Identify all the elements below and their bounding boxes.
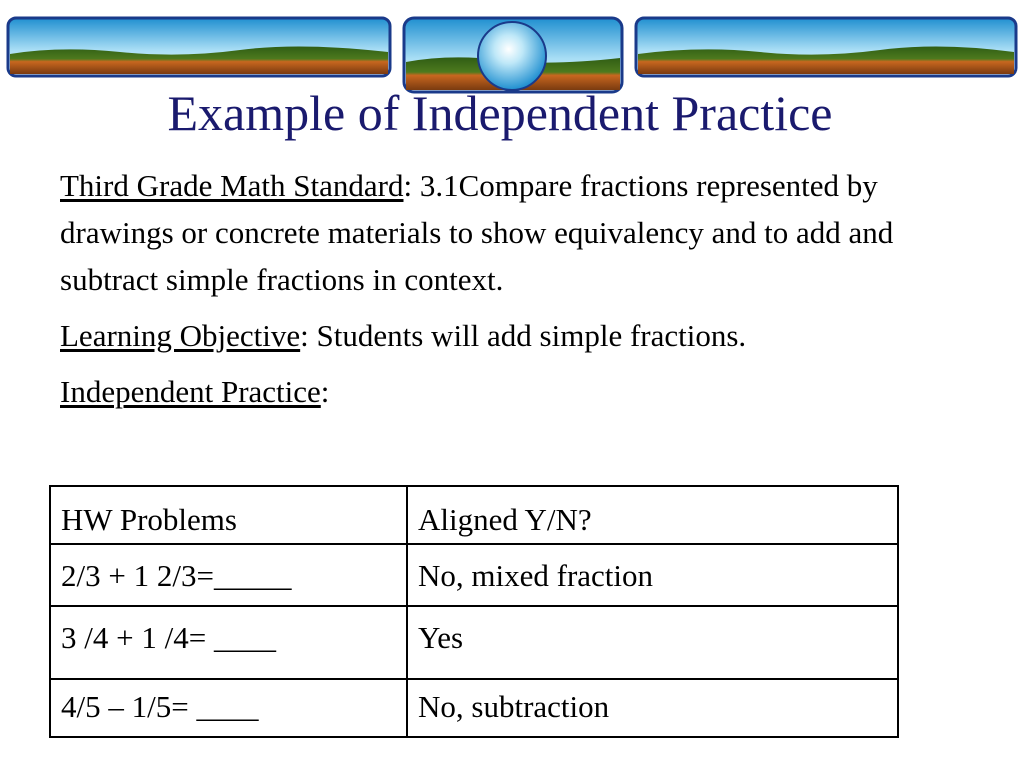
standard-paragraph — [60, 162, 960, 303]
header-cell-aligned: Aligned Y/N? — [407, 486, 898, 544]
aligned-cell: Yes — [407, 606, 898, 679]
table-row — [50, 679, 898, 737]
aligned-cell: No, mixed fraction — [407, 544, 898, 606]
header-banner-graphic — [0, 16, 1024, 96]
objective-paragraph — [60, 312, 960, 359]
header-cell-hw-problems: HW Problems — [50, 486, 407, 544]
slide-title: Example of Independent Practice — [167, 85, 833, 141]
table-header-row — [50, 486, 898, 544]
objective-text: : Students will add simple fractions. — [300, 318, 747, 353]
hw-problems-table — [49, 485, 899, 738]
problem-cell: 4/5 – 1/5= ____ — [50, 679, 407, 737]
problem-cell: 3 /4 + 1 /4= ____ — [50, 606, 407, 679]
standard-text: : 3.1Compare fractions represented by drawings or concrete materials to show equivalency and to add and subtract simple fractions in context. — [60, 168, 894, 297]
practice-paragraph — [60, 368, 960, 415]
table-row — [50, 606, 898, 679]
standard-label: Third Grade Math Standard — [60, 168, 404, 203]
aligned-cell: No, subtraction — [407, 679, 898, 737]
slide-body — [60, 162, 960, 415]
objective-label: Learning Objective — [60, 318, 301, 353]
practice-colon: : — [320, 374, 330, 409]
practice-label: Independent Practice — [60, 374, 321, 409]
problem-cell: 2/3 + 1 2/3=_____ — [50, 544, 407, 606]
table-row — [50, 544, 898, 606]
